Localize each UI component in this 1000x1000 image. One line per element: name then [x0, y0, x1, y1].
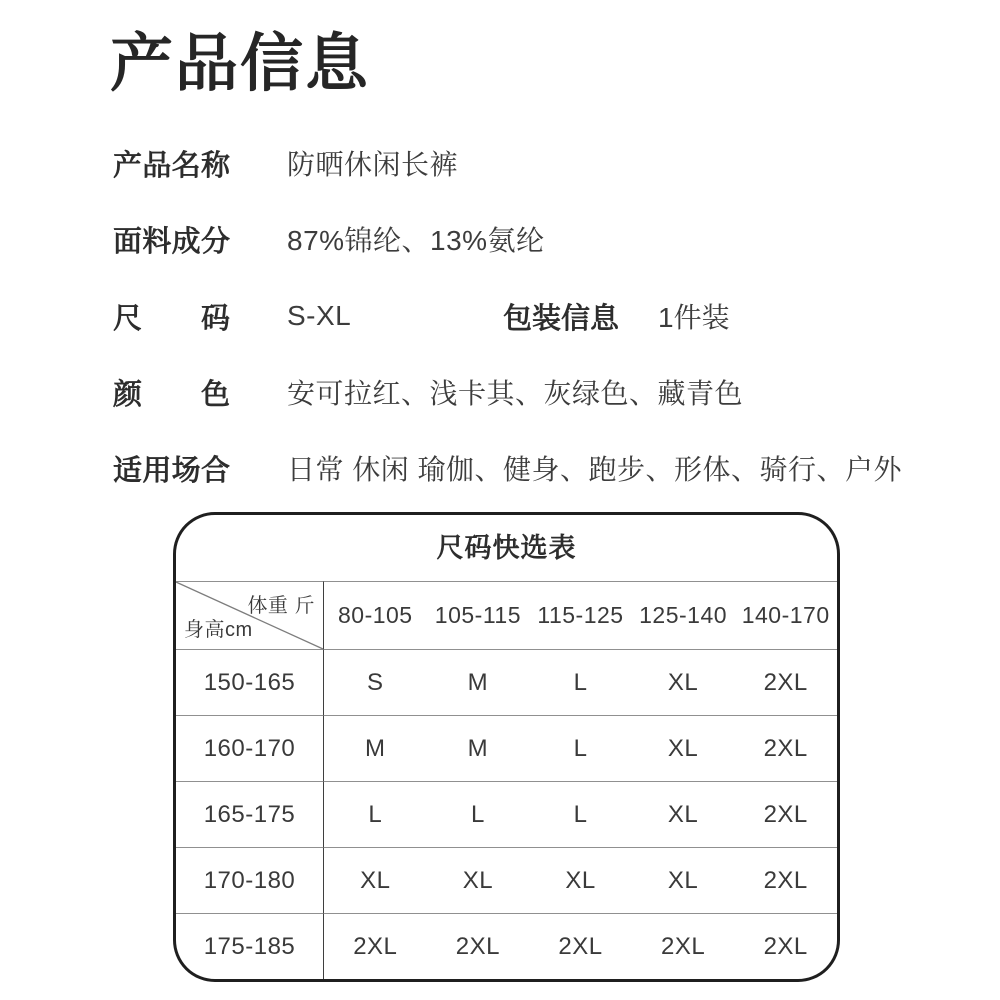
- size-cell: 2XL: [632, 913, 735, 979]
- info-row-color: [113, 375, 960, 409]
- size-label: 尺码: [113, 302, 230, 335]
- size-cell: M: [427, 715, 530, 781]
- size-chart-table: [173, 512, 840, 982]
- size-cell: XL: [632, 715, 735, 781]
- height-range-cell: 150-165: [176, 649, 324, 715]
- size-cell: L: [529, 781, 632, 847]
- size-cell: L: [529, 715, 632, 781]
- size-cell: 2XL: [734, 649, 837, 715]
- height-range-cell: 165-175: [176, 781, 324, 847]
- occasion-value: 日常 休闲 瑜伽、健身、跑步、形体、骑行、户外: [287, 454, 903, 485]
- size-cell: M: [324, 715, 427, 781]
- height-range-cell: 170-180: [176, 847, 324, 913]
- size-cell: 2XL: [734, 847, 837, 913]
- size-value: S-XL: [287, 300, 352, 331]
- size-cell: L: [427, 781, 530, 847]
- weight-header: 115-125: [529, 581, 632, 649]
- size-cell: 2XL: [734, 913, 837, 979]
- packaging-label: 包装信息: [503, 302, 620, 335]
- size-cell: XL: [632, 847, 735, 913]
- weight-header: 125-140: [632, 581, 735, 649]
- page-title: 产品信息: [110, 29, 370, 99]
- weight-header: 80-105: [324, 581, 427, 649]
- occasion-label: 适用场合: [113, 454, 230, 487]
- size-cell: S: [324, 649, 427, 715]
- fabric-label: 面料成分: [113, 225, 230, 258]
- product-name-value: 防晒休闲长裤: [287, 149, 459, 180]
- size-chart-title: 尺码快选表: [436, 533, 577, 563]
- size-cell: XL: [529, 847, 632, 913]
- size-cell: 2XL: [324, 913, 427, 979]
- height-axis-label: 身高cm: [184, 619, 253, 641]
- info-row-product-name: [113, 146, 960, 180]
- info-row-occasion: [113, 451, 960, 485]
- size-cell: 2XL: [734, 781, 837, 847]
- color-label: 颜色: [113, 378, 230, 411]
- size-cell: M: [427, 649, 530, 715]
- size-chart-grid: [176, 581, 837, 979]
- size-cell: L: [324, 781, 427, 847]
- fabric-value: 87%锦纶、13%氨纶: [287, 225, 545, 256]
- product-name-label: 产品名称: [113, 149, 230, 182]
- corner-header-cell: [176, 581, 324, 649]
- height-range-cell: 175-185: [176, 913, 324, 979]
- info-row-size: [113, 299, 960, 333]
- size-cell: 2XL: [529, 913, 632, 979]
- size-cell: 2XL: [734, 715, 837, 781]
- packaging-value: 1件装: [658, 302, 730, 333]
- size-cell: XL: [427, 847, 530, 913]
- color-value: 安可拉红、浅卡其、灰绿色、藏青色: [287, 378, 744, 409]
- height-range-cell: 160-170: [176, 715, 324, 781]
- size-cell: XL: [324, 847, 427, 913]
- size-cell: L: [529, 649, 632, 715]
- size-cell: XL: [632, 781, 735, 847]
- weight-header: 105-115: [427, 581, 530, 649]
- info-row-fabric: [113, 222, 960, 256]
- weight-axis-label: 体重 斤: [247, 595, 315, 617]
- size-cell: XL: [632, 649, 735, 715]
- size-cell: 2XL: [427, 913, 530, 979]
- weight-header: 140-170: [734, 581, 837, 649]
